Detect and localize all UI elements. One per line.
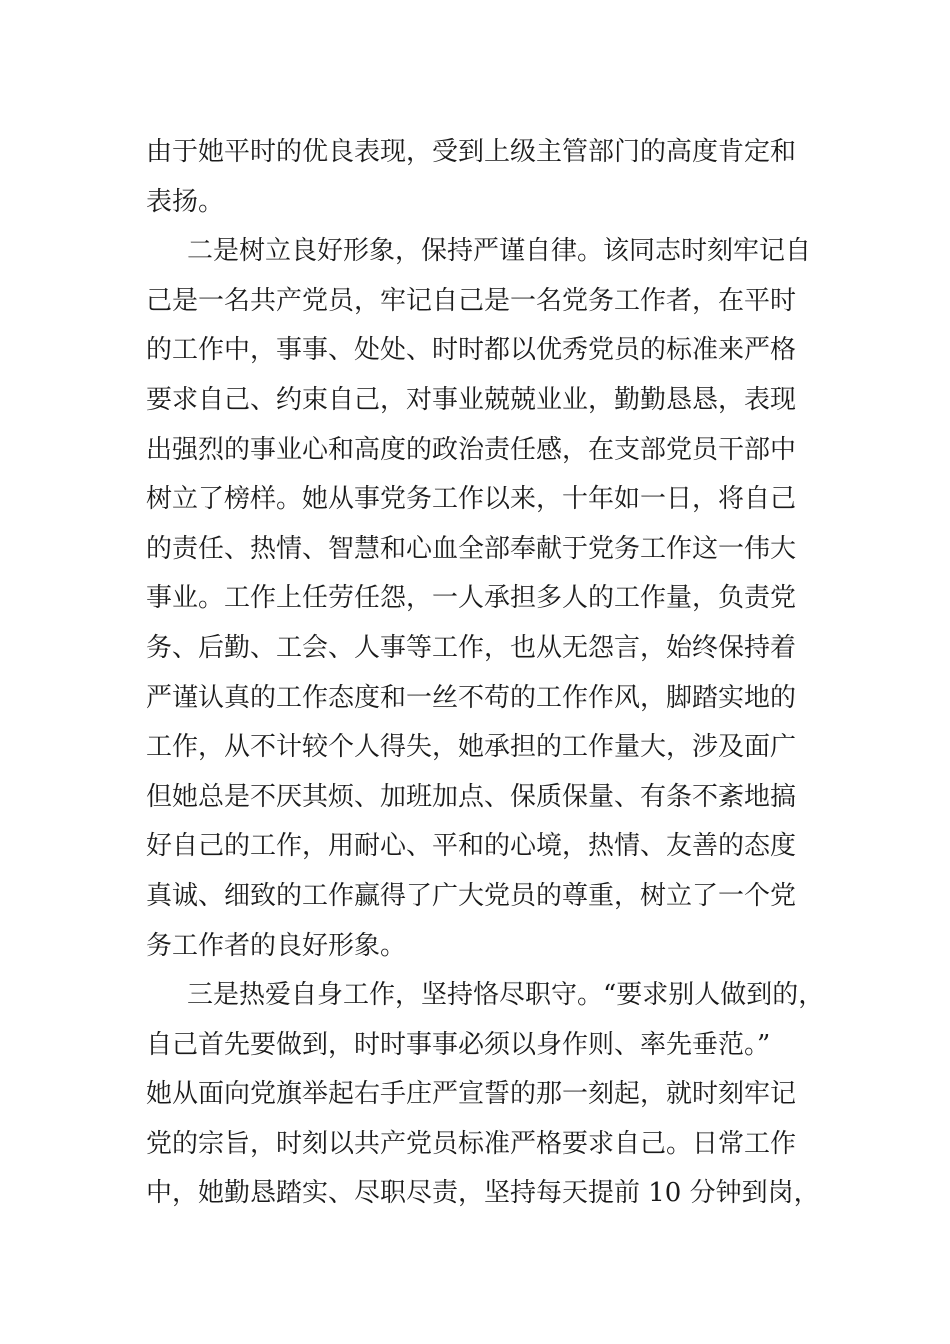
text-line: 务工作者的良好形象。 [146,930,407,961]
text-line: 由于她平时的优良表现，受到上级主管部门的高度肯定和 [146,137,797,167]
text-line: 表扬。 [146,186,225,217]
text-line: 但她总是不厌其烦、加班加点、保质保量、有条不紊地搞 [146,781,797,812]
text-line: 中，她勤恳踏实、尽职尽责，坚持每天提前 10 分钟到岗， [146,1178,820,1209]
text-line: 严谨认真的工作态度和一丝不苟的工作作风，脚踏实地的 [146,682,797,713]
paragraph-start-line: 二是树立良好形象，保持严谨自律。该同志时刻牢记自 [187,236,812,267]
text-line: 自己首先要做到，时时事事必须以身作则、率先垂范。” [146,1029,771,1060]
text-line: 她从面向党旗举起右手庄严宣誓的那一刻起，就时刻牢记 [146,1079,797,1110]
text-line: 真诚、细致的工作赢得了广大党员的尊重，树立了一个党 [146,880,797,911]
text-line: 党的宗旨，时刻以共产党员标准严格要求自己。日常工作 [146,1128,797,1159]
text-line: 事业。工作上任劳任怨，一人承担多人的工作量，负责党 [146,583,797,614]
text-line: 树立了榜样。她从事党务工作以来，十年如一日，将自己 [146,484,797,515]
paragraph-start-line: 三是热爱自身工作，坚持恪尽职守。“要求别人做到的， [187,980,825,1011]
text-line: 己是一名共产党员，牢记自己是一名党务工作者，在平时 [146,285,797,316]
text-line: 工作，从不计较个人得失，她承担的工作量大，涉及面广 [146,732,797,763]
text-line: 好自己的工作，用耐心、平和的心境，热情、友善的态度 [146,831,797,862]
text-line: 的工作中，事事、处处、时时都以优秀党员的标准来严格 [146,335,797,366]
body-text [146,128,836,1219]
text-line: 出强烈的事业心和高度的政治责任感，在支部党员干部中 [146,434,797,465]
text-line: 的责任、热情、智慧和心血全部奉献于党务工作这一伟大 [146,533,797,564]
text-line: 要求自己、约束自己，对事业兢兢业业，勤勤恳恳，表现 [146,384,797,415]
text-line: 务、后勤、工会、人事等工作，也从无怨言，始终保持着 [146,632,797,663]
